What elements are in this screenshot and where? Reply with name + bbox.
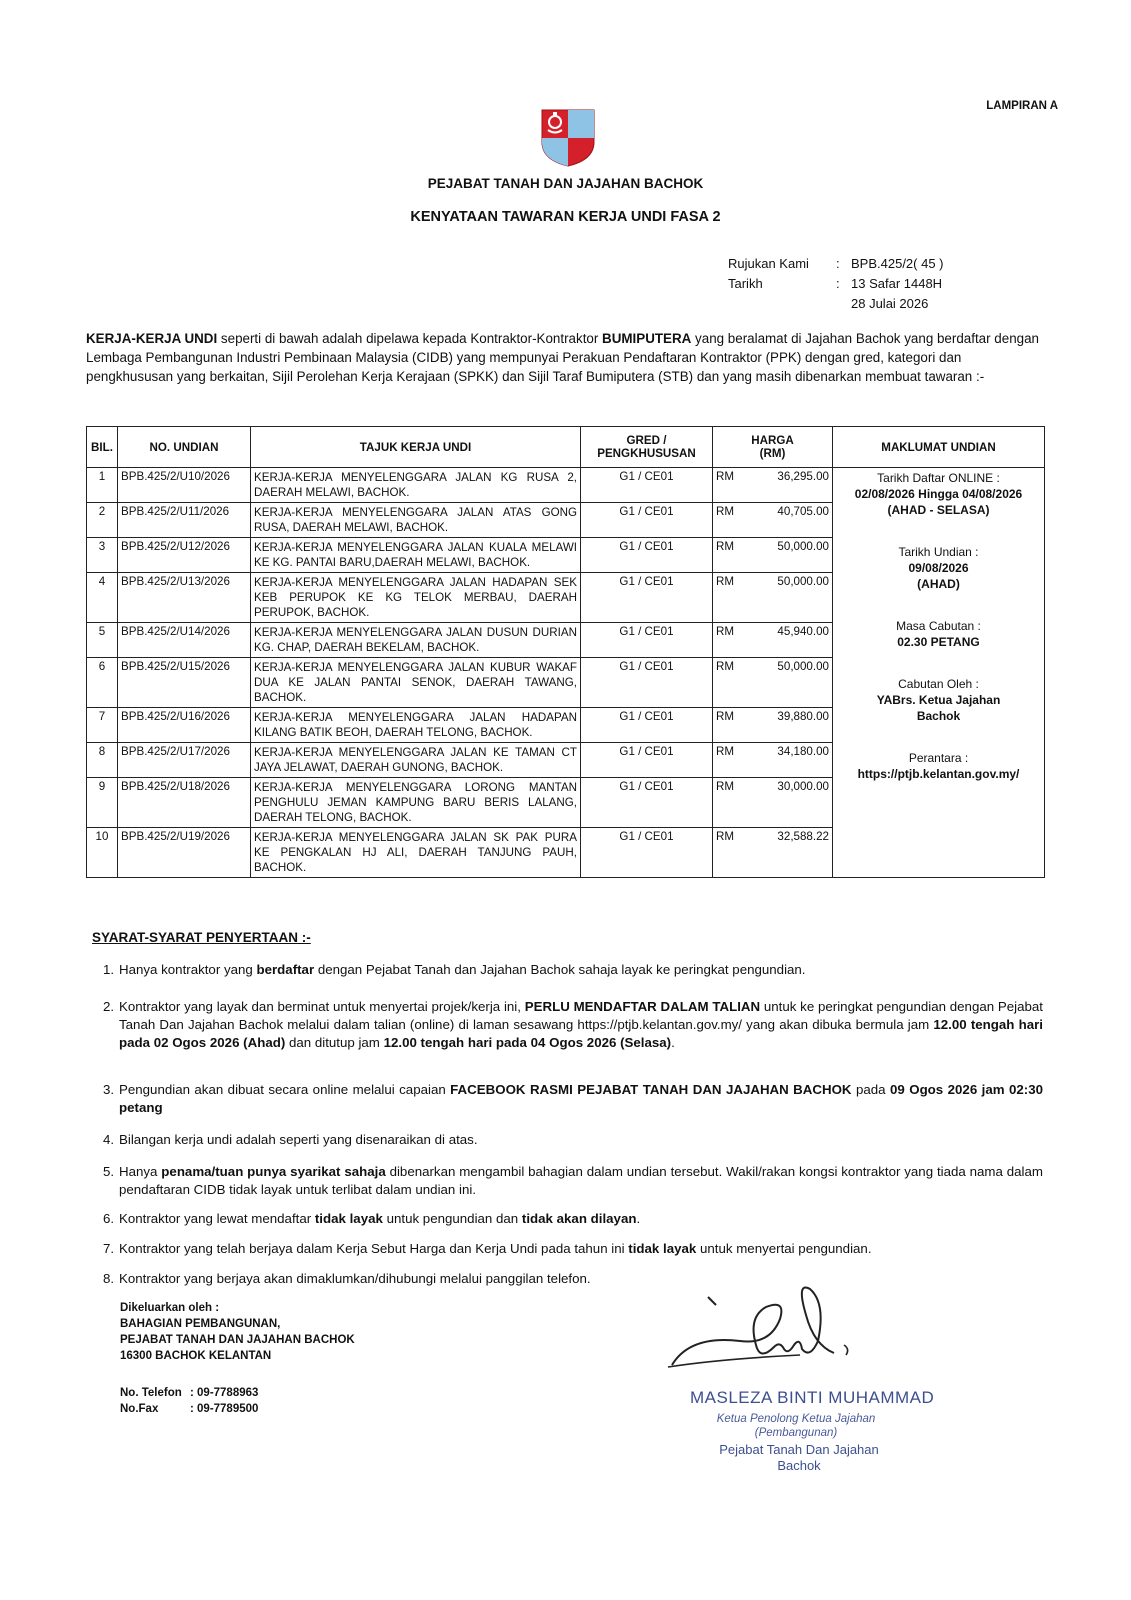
signatory-name: MASLEZA BINTI MUHAMMAD	[690, 1388, 935, 1407]
signatory-role: Ketua Penolong Ketua Jajahan (Pembangunan)	[716, 1413, 876, 1439]
row-price: RM 30,000.00	[713, 778, 833, 828]
row-title: KERJA-KERJA MENYELENGGARA JALAN KG RUSA 2, DAERAH MELAWI, BACHOK.	[251, 468, 581, 503]
row-bil: 1	[87, 468, 118, 503]
col-info: MAKLUMAT UNDIAN	[833, 427, 1045, 468]
row-grade: G1 / CE01	[581, 828, 713, 878]
row-bil: 7	[87, 708, 118, 743]
draw-info-cell	[833, 468, 1045, 878]
row-title: KERJA-KERJA MENYELENGGARA JALAN KE TAMAN CT JAYA JELAWAT, DAERAH GUNONG, BACHOK.	[251, 743, 581, 778]
row-bil: 10	[87, 828, 118, 878]
condition-item: 6. Kontraktor yang lewat mendaftar tidak layak untuk pengundian dan tidak akan dilayan.	[103, 1211, 641, 1226]
info-register-days: (AHAD - SELASA)	[887, 503, 990, 517]
row-grade: G1 / CE01	[581, 573, 713, 623]
row-price: RM 40,705.00	[713, 503, 833, 538]
document-title: KENYATAAN TAWARAN KERJA UNDI FASA 2	[410, 209, 721, 225]
signatory-office: Pejabat Tanah Dan Jajahan Bachok	[719, 1442, 879, 1473]
date-label: Tarikh	[728, 276, 763, 291]
row-price: RM 34,180.00	[713, 743, 833, 778]
date-gregorian: 28 Julai 2026	[851, 296, 929, 311]
row-title: KERJA-KERJA MENYELENGGARA JALAN ATAS GONG RUSA, DAERAH MELAWI, BACHOK.	[251, 503, 581, 538]
row-price: RM 50,000.00	[713, 658, 833, 708]
info-drawn-by-2: Bachok	[916, 709, 961, 723]
reference-block: Rujukan Kami : BPB.425/2( 45 ) Tarikh : 13 Safar 1448H 28 Julai 2026	[728, 256, 944, 311]
info-draw-date-value: 09/08/2026	[908, 561, 969, 575]
row-number: BPB.425/2/U17/2026	[118, 743, 251, 778]
row-grade: G1 / CE01	[581, 658, 713, 708]
row-price: RM 50,000.00	[713, 573, 833, 623]
row-grade: G1 / CE01	[581, 538, 713, 573]
condition-item: 1. Hanya kontraktor yang berdaftar dengan Pejabat Tanah dan Jajahan Bachok sahaja layak ke peringkat pengundian.	[103, 962, 806, 977]
row-bil: 9	[87, 778, 118, 828]
row-number: BPB.425/2/U18/2026	[118, 778, 251, 828]
row-title: KERJA-KERJA MENYELENGGARA JALAN HADAPAN KILANG BATIK BEOH, DAERAH TELONG, BACHOK.	[251, 708, 581, 743]
table-header-row	[87, 427, 1045, 468]
row-number: BPB.425/2/U13/2026	[118, 573, 251, 623]
row-price: RM 36,295.00	[713, 468, 833, 503]
condition-item: 4. Bilangan kerja undi adalah seperti yang disenaraikan di atas.	[103, 1132, 478, 1147]
table-row	[87, 468, 1045, 503]
offers-table	[86, 426, 1045, 878]
row-bil: 5	[87, 623, 118, 658]
row-number: BPB.425/2/U15/2026	[118, 658, 251, 708]
row-grade: G1 / CE01	[581, 708, 713, 743]
conditions-heading: SYARAT-SYARAT PENYERTAAN :-	[92, 930, 311, 945]
info-medium-value: https://ptjb.kelantan.gov.my/	[857, 767, 1020, 781]
row-bil: 4	[87, 573, 118, 623]
row-title: KERJA-KERJA MENYELENGGARA JALAN SK PAK PURA KE PENGKALAN HJ ALI, DAERAH TANJUNG PAUH, BACHOK.	[251, 828, 581, 878]
row-number: BPB.425/2/U19/2026	[118, 828, 251, 878]
row-title: KERJA-KERJA MENYELENGGARA LORONG MANTAN PENGHULU JEMAN KAMPUNG BARU BERIS LALANG, DAERAH TELONG, BACHOK.	[251, 778, 581, 828]
info-medium-label: Perantara :	[908, 751, 969, 765]
ref-label: Rujukan Kami	[728, 256, 809, 271]
row-bil: 3	[87, 538, 118, 573]
info-register-label: Tarikh Daftar ONLINE :	[877, 471, 1000, 485]
row-number: BPB.425/2/U11/2026	[118, 503, 251, 538]
info-draw-time-value: 02.30 PETANG	[897, 635, 980, 649]
row-title: KERJA-KERJA MENYELENGGARA JALAN HADAPAN SEK KEB PERUPOK KE KG TELOK MERBAU, DAERAH PERUPOK, BACHOK.	[251, 573, 581, 623]
condition-item: 5. Hanya penama/tuan punya syarikat sahaja dibenarkan mengambil bahagian dalam undian tersebut. Wakil/rakan kongsi kontraktor yang tiada nama dalam pendaftaran CIDB tidak layak untuk terlibat dalam undian ini.	[103, 1164, 1043, 1197]
row-grade: G1 / CE01	[581, 623, 713, 658]
info-drawn-by-1: YABrs. Ketua Jajahan	[876, 693, 1001, 707]
info-register-value: 02/08/2026 Hingga 04/08/2026	[854, 487, 1023, 501]
row-number: BPB.425/2/U10/2026	[118, 468, 251, 503]
state-crest-icon	[540, 108, 596, 168]
col-no: NO. UNDIAN	[118, 427, 251, 468]
row-price: RM 45,940.00	[713, 623, 833, 658]
row-title: KERJA-KERJA MENYELENGGARA JALAN KUBUR WAKAF DUA KE JALAN PANTAI SENOK, DAERAH TAWANG, BACHOK.	[251, 658, 581, 708]
info-draw-date-label: Tarikh Undian :	[898, 545, 979, 559]
row-grade: G1 / CE01	[581, 468, 713, 503]
col-price: HARGA (RM)	[713, 427, 833, 468]
row-price: RM 39,880.00	[713, 708, 833, 743]
row-grade: G1 / CE01	[581, 778, 713, 828]
col-title: TAJUK KERJA UNDI	[251, 427, 581, 468]
attachment-label: LAMPIRAN A	[986, 100, 1058, 112]
row-price: RM 32,588.22	[713, 828, 833, 878]
row-number: BPB.425/2/U16/2026	[118, 708, 251, 743]
ref-value: BPB.425/2( 45 )	[851, 256, 944, 271]
row-number: BPB.425/2/U14/2026	[118, 623, 251, 658]
info-drawn-by-label: Cabutan Oleh :	[898, 677, 979, 691]
contact-block: No. Telefon : 09-7788963 No.Fax : 09-7789500	[120, 1387, 259, 1415]
row-bil: 6	[87, 658, 118, 708]
condition-item: 3. Pengundian akan dibuat secara online melalui capaian FACEBOOK RASMI PEJABAT TANAH DAN JAJAHAN BACHOK pada 09 Ogos 2026 jam 02:30 petang	[103, 1082, 1043, 1115]
row-title: KERJA-KERJA MENYELENGGARA JALAN KUALA MELAWI KE KG. PANTAI BARU,DAERAH MELAWI, BACHOK.	[251, 538, 581, 573]
info-draw-day: (AHAD)	[917, 577, 960, 591]
row-bil: 8	[87, 743, 118, 778]
row-grade: G1 / CE01	[581, 503, 713, 538]
office-name: PEJABAT TANAH DAN JAJAHAN BACHOK	[427, 176, 704, 191]
info-draw-time-label: Masa Cabutan :	[896, 619, 981, 633]
col-grade: GRED / PENGKHUSUSAN	[581, 427, 713, 468]
condition-item: 2. Kontraktor yang layak dan berminat untuk menyertai projek/kerja ini, PERLU MENDAFTAR DALAM TALIAN untuk ke peringkat pengundian dengan Pejabat Tanah Dan Jajahan Bachok melalui dalam talian (online) di laman sesawang https://ptjb.kelantan.gov.my/ yang akan dibuka bermula jam 12.00 tengah hari pada 02 Ogos 2026 (Ahad) dan ditutup jam 12.00 tengah hari pada 04 Ogos 2026 (Selasa).	[103, 999, 1043, 1050]
row-number: BPB.425/2/U12/2026	[118, 538, 251, 573]
condition-item: 8. Kontraktor yang berjaya akan dimaklumkan/dihubungi melalui panggilan telefon.	[103, 1271, 591, 1286]
date-hijri: 13 Safar 1448H	[851, 276, 943, 291]
issuer-block: Dikeluarkan oleh : BAHAGIAN PEMBANGUNAN, PEJABAT TANAH DAN JAJAHAN BACHOK 16300 BACHOK KELANTAN	[120, 1302, 355, 1362]
row-title: KERJA-KERJA MENYELENGGARA JALAN DUSUN DURIAN KG. CHAP, DAERAH BEKELAM, BACHOK.	[251, 623, 581, 658]
row-price: RM 50,000.00	[713, 538, 833, 573]
condition-item: 7. Kontraktor yang telah berjaya dalam Kerja Sebut Harga dan Kerja Undi pada tahun ini tidak layak untuk menyertai pengundian.	[103, 1241, 872, 1256]
intro-paragraph: KERJA-KERJA UNDI seperti di bawah adalah dipelawa kepada Kontraktor-Kontraktor BUMIPUTERA yang beralamat di Jajahan Bachok yang berdaftar dengan Lembaga Pembangunan Industri Pembinaan Malaysia (CIDB) yang mempunyai Perakuan Pendaftaran Kontraktor (PPK) dengan gred, kategori dan pengkhususan yang berkaitan, Sijil Perolehan Kerja Kerajaan (SPKK) dan Sijil Taraf Bumiputera (STB) dan yang masih dibenarkan membuat tawaran :-	[86, 331, 1039, 384]
row-grade: G1 / CE01	[581, 743, 713, 778]
col-bil: BIL.	[87, 427, 118, 468]
row-bil: 2	[87, 503, 118, 538]
signature-icon	[660, 1275, 910, 1385]
